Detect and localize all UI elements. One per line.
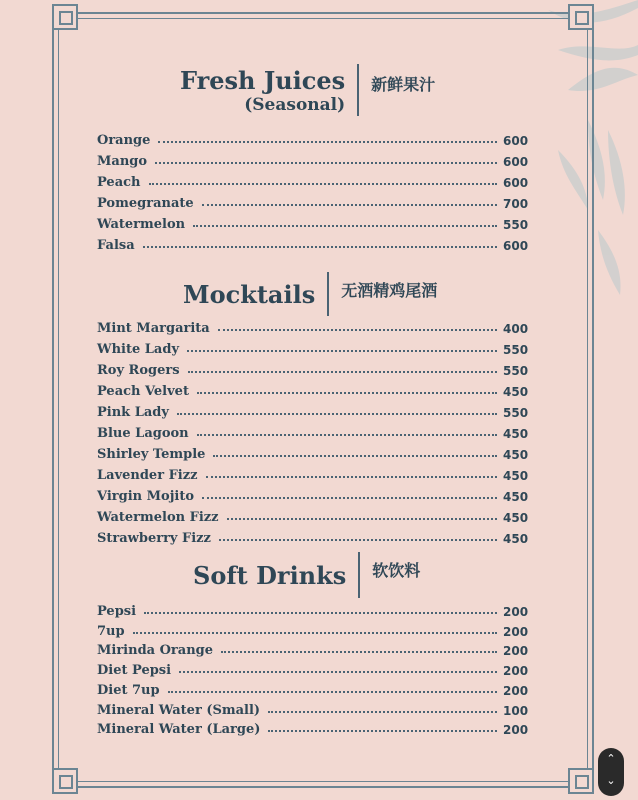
- menu-item: [97, 172, 529, 190]
- menu-item: [97, 402, 529, 420]
- section-title-zh: 软饮料: [372, 561, 421, 580]
- menu-item-name: Falsa: [97, 238, 135, 253]
- corner-ornament: [568, 768, 594, 794]
- dot-leader: [149, 183, 498, 185]
- menu-item-name: Lavender Fizz: [97, 468, 198, 483]
- menu-item-name: Shirley Temple: [97, 447, 206, 462]
- section-title-group: [180, 66, 345, 115]
- menu-item-price: 550: [503, 343, 529, 357]
- menu-item: [97, 465, 529, 483]
- dot-leader: [133, 632, 497, 634]
- dot-leader: [188, 371, 497, 373]
- section-subtitle: (Seasonal): [244, 94, 346, 115]
- menu-item-price: 550: [503, 406, 529, 420]
- chevron-up-icon[interactable]: ⌃: [606, 752, 616, 765]
- menu-item-name: Pink Lady: [97, 405, 169, 420]
- menu-item: [97, 423, 529, 441]
- dot-leader: [177, 413, 497, 415]
- dot-leader: [213, 455, 497, 457]
- dot-leader: [168, 691, 497, 693]
- menu-item-price: 550: [503, 364, 529, 378]
- dot-leader: [227, 518, 497, 520]
- section-header-mocktails: [183, 272, 437, 316]
- menu-item-name: Mango: [97, 154, 148, 169]
- section-divider: [327, 272, 329, 316]
- menu-item: [97, 151, 529, 169]
- dot-leader: [268, 711, 497, 713]
- menu-item: [97, 339, 529, 357]
- menu-item: [97, 507, 529, 525]
- menu-item-price: 200: [503, 624, 529, 639]
- dot-leader: [268, 730, 497, 732]
- menu-item: [97, 444, 529, 462]
- dot-leader: [158, 141, 497, 143]
- menu-item-price: 450: [503, 532, 529, 546]
- menu-item: [97, 381, 529, 399]
- section-title-zh: 新鲜果汁: [371, 75, 436, 94]
- menu-item: [97, 360, 529, 378]
- menu-item-name: Roy Rogers: [97, 363, 180, 378]
- chevron-down-icon[interactable]: ⌄: [606, 774, 616, 787]
- menu-item-name: White Lady: [97, 342, 179, 357]
- menu-item-name: Strawberry Fizz: [97, 531, 211, 546]
- menu-item-price: 450: [503, 511, 529, 525]
- dot-leader: [193, 225, 497, 227]
- dot-leader: [206, 476, 497, 478]
- section-title: Fresh Juices: [180, 65, 346, 95]
- menu-item-name: Mineral Water (Large): [97, 722, 261, 738]
- dot-leader: [155, 162, 497, 164]
- menu-item-price: 600: [503, 239, 529, 253]
- menu-item: [97, 621, 529, 639]
- menu-item-name: Peach: [97, 175, 141, 190]
- menu-item-price: 100: [503, 703, 529, 718]
- menu-item-price: 700: [503, 197, 529, 211]
- menu-item-price: 600: [503, 134, 529, 148]
- menu-item-price: 200: [503, 644, 529, 659]
- section-divider: [358, 552, 360, 598]
- menu-item-name: Blue Lagoon: [97, 426, 189, 441]
- menu-item: [97, 700, 529, 718]
- menu-item: [97, 528, 529, 546]
- menu-item-price: 550: [503, 218, 529, 232]
- menu-item-price: 450: [503, 448, 529, 462]
- menu-item-name: Orange: [97, 133, 151, 148]
- menu-item-name: Watermelon: [97, 217, 186, 232]
- menu-item: [97, 660, 529, 679]
- section-header-juices: [180, 64, 435, 116]
- menu-item-name: Diet Pepsi: [97, 663, 172, 679]
- dot-leader: [219, 539, 497, 541]
- dot-leader: [143, 246, 497, 248]
- menu-item: [97, 486, 529, 504]
- menu-item-name: 7up: [97, 623, 125, 639]
- dot-leader: [218, 329, 497, 331]
- menu-item: [97, 719, 529, 738]
- menu-item-name: Virgin Mojito: [97, 489, 195, 504]
- menu-item-name: Peach Velvet: [97, 384, 189, 399]
- section-header-soft: [193, 552, 420, 598]
- menu-item-name: Mirinda Orange: [97, 643, 214, 659]
- dot-leader: [197, 392, 497, 394]
- menu-item-price: 200: [503, 723, 529, 738]
- menu-item: [97, 640, 529, 659]
- dot-leader: [187, 350, 497, 352]
- menu-item-price: 600: [503, 176, 529, 190]
- dot-leader: [202, 204, 497, 206]
- dot-leader: [197, 434, 497, 436]
- menu-item: [97, 214, 529, 232]
- menu-item-price: 600: [503, 155, 529, 169]
- dot-leader: [144, 612, 497, 614]
- menu-item-name: Mint Margarita: [97, 321, 210, 336]
- dot-leader: [221, 651, 497, 653]
- menu-item: [97, 235, 529, 253]
- menu-item-price: 450: [503, 385, 529, 399]
- section-divider: [357, 64, 359, 116]
- menu-item-price: 450: [503, 490, 529, 504]
- menu-item-price: 200: [503, 683, 529, 698]
- dot-leader: [179, 671, 497, 673]
- menu-item: [97, 601, 529, 619]
- section-title: Mocktails: [183, 279, 316, 309]
- menu-item-price: 200: [503, 605, 529, 619]
- menu-item-name: Diet 7up: [97, 682, 160, 698]
- corner-ornament: [568, 4, 594, 30]
- menu-item-price: 400: [503, 322, 529, 336]
- section-title: Soft Drinks: [193, 560, 347, 590]
- menu-item: [97, 318, 529, 336]
- menu-item: [97, 680, 529, 698]
- menu-item-price: 450: [503, 469, 529, 483]
- menu-item: [97, 193, 529, 211]
- menu-item-name: Watermelon Fizz: [97, 510, 219, 525]
- menu-item-name: Mineral Water (Small): [97, 702, 261, 718]
- corner-ornament: [52, 4, 78, 30]
- menu-item-price: 450: [503, 427, 529, 441]
- corner-ornament: [52, 768, 78, 794]
- menu-item-name: Pepsi: [97, 604, 137, 619]
- menu-item: [97, 130, 529, 148]
- section-title-zh: 无酒精鸡尾酒: [341, 281, 438, 300]
- menu-item-name: Pomegranate: [97, 196, 194, 211]
- scroll-control[interactable]: [598, 748, 624, 796]
- dot-leader: [202, 497, 497, 499]
- menu-item-price: 200: [503, 664, 529, 679]
